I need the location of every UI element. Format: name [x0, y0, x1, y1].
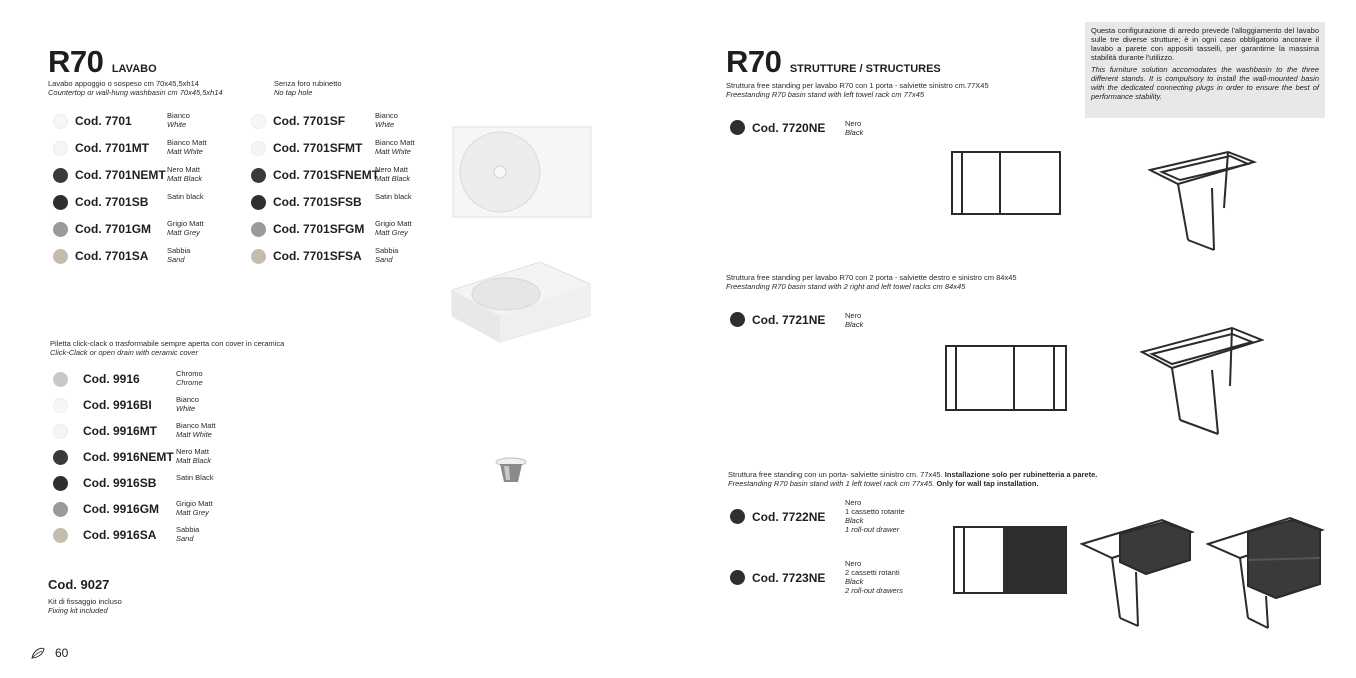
product-code: Cod. 7701GM	[75, 222, 152, 236]
color-name-en: Matt Black	[167, 174, 203, 183]
product-code: Cod. 9916MT	[83, 424, 158, 438]
s3-desc-it: Struttura free standing con un porta- salviette sinistro cm. 77x45.	[728, 470, 943, 479]
basin-top-view-image	[452, 126, 592, 218]
color-name-it: Nero Matt	[167, 165, 200, 174]
product-code: Cod. 9916SA	[83, 528, 157, 542]
color-swatch	[730, 312, 745, 327]
s1-code: Cod. 7720NE	[752, 121, 826, 135]
note-it: Questa configurazione di arredo prevede l'alloggiamento del lavabo sulle tre diverse strutture; è in ogni caso obbligatorio ancorare il lavabo a parete con appositi tasselli, per garantirne la massima stabilità durante l'utilizzo.	[1091, 26, 1319, 62]
product-code: Cod. 7701SFMT	[273, 141, 363, 155]
color-swatch	[53, 476, 68, 491]
product-code: Cod. 9916	[83, 372, 140, 386]
structure1-description	[726, 81, 989, 99]
notap-desc-en: No tap hole	[274, 88, 313, 97]
color-name-it: Bianco	[176, 395, 199, 404]
s3-color-name	[845, 498, 905, 534]
color-swatch	[53, 528, 68, 543]
color-swatch	[53, 249, 68, 264]
product-code: Cod. 9916NEMT	[83, 450, 174, 464]
color-swatch	[53, 398, 68, 413]
color-swatch	[53, 450, 68, 465]
model-title: R70	[48, 44, 104, 79]
color-name-it: Grigio Matt	[375, 219, 412, 228]
color-name-en: Matt Grey	[167, 228, 200, 237]
color-swatch	[251, 114, 266, 129]
color-name	[375, 246, 398, 264]
installation-note-box	[1085, 22, 1325, 118]
basin-description	[48, 79, 223, 97]
s3-code: Cod. 7722NE	[752, 510, 826, 524]
s3-desc-it-bold: Installazione solo per rubinetteria a parete.	[944, 470, 1098, 479]
color-swatch	[53, 114, 68, 129]
color-name-it: Satin Black	[176, 473, 214, 482]
model-title-right: R70	[726, 44, 782, 79]
s4-color-it: Nero	[845, 559, 862, 568]
color-name-it: Nero Matt	[375, 165, 408, 174]
product-code: Cod. 7701SFNEMT	[273, 168, 380, 182]
right-page	[678, 0, 1356, 678]
color-name-it: Satin black	[167, 192, 204, 201]
color-name-it: Grigio Matt	[176, 499, 213, 508]
kit-desc-it: Kit di fissaggio incluso	[48, 597, 122, 606]
drain-image	[494, 456, 528, 486]
color-swatch	[730, 120, 745, 135]
color-swatch	[730, 570, 745, 585]
structure1-perspective-drawing	[1148, 148, 1258, 259]
s1-desc-en: Freestanding R70 basin stand with left towel rack cm 77x45	[726, 90, 925, 99]
s3-color-it: Nero	[845, 498, 862, 507]
product-code: Cod. 7701SFGM	[273, 222, 365, 236]
s2-color-name	[845, 311, 863, 329]
color-name	[176, 421, 216, 439]
color-name-it: Chromo	[176, 369, 203, 378]
drain-description	[50, 339, 284, 357]
color-name	[176, 369, 203, 387]
color-name-it: Bianco	[375, 111, 398, 120]
s1-color-en: Black	[845, 128, 864, 137]
color-swatch	[251, 222, 266, 237]
color-name	[176, 447, 211, 465]
note-en: This furniture solution accomodates the washbasin to the three different stands. It is compulsory to install the wall-mounted basin with the dedicated connecting plugs in order to ensure the best of performance stability.	[1091, 65, 1319, 101]
color-swatch	[53, 502, 68, 517]
notap-description	[274, 79, 342, 97]
color-name	[375, 138, 415, 156]
color-name-it: Bianco	[167, 111, 190, 120]
basin-perspective-image	[448, 258, 594, 344]
structure1-top-drawing	[950, 150, 1062, 223]
s4-color-it2: 2 cassetti rotanti	[845, 568, 900, 577]
color-name-en: Matt Grey	[176, 508, 209, 517]
s2-color-it: Nero	[845, 311, 862, 320]
color-name	[167, 111, 190, 129]
color-name-en: White	[176, 404, 196, 413]
color-name	[176, 473, 214, 482]
color-name-en: Matt White	[167, 147, 203, 156]
product-code: Cod. 7701	[75, 114, 132, 128]
kit-desc-en: Fixing kit included	[48, 606, 108, 615]
s3-desc-en-bold: Only for wall tap installation.	[936, 479, 1039, 488]
color-swatch	[53, 141, 68, 156]
color-swatch	[251, 195, 266, 210]
structure4-perspective-drawing	[1206, 514, 1326, 639]
page-title-right	[726, 46, 941, 77]
product-code: Cod. 9916GM	[83, 502, 160, 516]
color-swatch	[251, 249, 266, 264]
product-code: Cod. 9916BI	[83, 398, 152, 412]
color-name-en: Matt Black	[176, 456, 212, 465]
color-name-en: Sand	[176, 534, 194, 543]
color-name-it: Satin black	[375, 192, 412, 201]
page-number: 60	[55, 646, 69, 660]
s4-color-en: Black	[845, 577, 864, 586]
product-code: Cod. 7701SFSA	[273, 249, 362, 263]
s2-code: Cod. 7721NE	[752, 313, 826, 327]
color-name-en: Matt Grey	[375, 228, 408, 237]
color-name-en: Matt Black	[375, 174, 411, 183]
color-swatch	[53, 424, 68, 439]
product-code: Cod. 7701SB	[75, 195, 149, 209]
color-name-it: Sabbia	[375, 246, 399, 255]
color-swatch	[251, 141, 266, 156]
color-name-en: Matt White	[176, 430, 212, 439]
color-name	[167, 138, 207, 156]
color-name-it: Grigio Matt	[167, 219, 204, 228]
color-name	[167, 219, 204, 237]
notap-desc-it: Senza foro rubinetto	[274, 79, 342, 88]
s3-desc-en: Freestanding R70 basin stand with 1 left towel rack cm 77x45.	[728, 479, 935, 488]
color-name-en: Chrome	[176, 378, 203, 387]
s1-color-name	[845, 119, 863, 137]
color-name-en: Sand	[375, 255, 393, 264]
brand-logo-icon	[30, 645, 46, 666]
structure3-perspective-drawing	[1080, 516, 1196, 637]
color-name	[167, 165, 202, 183]
s1-color-it: Nero	[845, 119, 862, 128]
s1-desc-it: Struttura free standing per lavabo R70 con 1 porta - salviette sinistro cm.77X45	[726, 81, 989, 90]
page-title	[48, 46, 157, 77]
color-name-it: Bianco Matt	[167, 138, 207, 147]
s2-color-en: Black	[845, 320, 864, 329]
color-name	[176, 499, 213, 517]
color-name-en: Sand	[167, 255, 185, 264]
color-swatch	[53, 195, 68, 210]
product-code: Cod. 7701SA	[75, 249, 149, 263]
s2-desc-en: Freestanding R70 basin stand with 2 right and left towel racks cm 84x45	[726, 282, 966, 291]
section-subtitle-right: STRUTTURE / STRUCTURES	[789, 63, 941, 75]
color-name-en: White	[375, 120, 395, 129]
color-name-it: Sabbia	[176, 525, 200, 534]
section-subtitle: LAVABO	[111, 63, 157, 75]
color-name-it: Sabbia	[167, 246, 191, 255]
color-swatch	[53, 168, 68, 183]
color-swatch	[53, 372, 68, 387]
color-swatch	[730, 509, 745, 524]
color-swatch	[251, 168, 266, 183]
color-name	[375, 111, 398, 129]
structure3-description	[728, 470, 1097, 488]
color-name	[375, 192, 412, 201]
product-code: Cod. 7701SFSB	[273, 195, 362, 209]
basin-desc-it: Lavabo appoggio o sospeso cm 70x45,5xh14	[48, 79, 199, 88]
s4-color-en2: 2 roll-out drawers	[845, 586, 903, 595]
structure2-description	[726, 273, 1017, 291]
color-name-it: Bianco Matt	[375, 138, 415, 147]
kit-code: Cod. 9027	[48, 577, 110, 592]
color-name-it: Nero Matt	[176, 447, 209, 456]
color-name	[375, 165, 410, 183]
color-name-en: White	[167, 120, 187, 129]
s4-code: Cod. 7723NE	[752, 571, 826, 585]
basin-desc-en: Countertop or wall-hung washbasin cm 70x45,5xh14	[48, 88, 223, 97]
color-name-it: Bianco Matt	[176, 421, 216, 430]
product-code: Cod. 7701MT	[75, 141, 150, 155]
s3-color-en: Black	[845, 516, 864, 525]
s2-desc-it: Struttura free standing per lavabo R70 con 2 porta - salviette destro e sinistro cm 84x45	[726, 273, 1017, 282]
color-name	[167, 246, 190, 264]
product-code: Cod. 7701SF	[273, 114, 346, 128]
structure3-top-drawing	[952, 525, 1068, 600]
structure2-top-drawing	[944, 344, 1068, 417]
product-code: Cod. 9916SB	[83, 476, 157, 490]
s4-color-name	[845, 559, 903, 595]
s3-color-it2: 1 cassetto rotante	[845, 507, 905, 516]
color-swatch	[53, 222, 68, 237]
color-name-en: Matt White	[375, 147, 411, 156]
color-name	[375, 219, 412, 237]
drain-desc-en: Click-Clack or open drain with ceramic cover	[50, 348, 198, 357]
color-name	[176, 395, 199, 413]
color-name	[176, 525, 199, 543]
kit-description	[48, 597, 122, 615]
product-code: Cod. 7701NEMT	[75, 168, 166, 182]
structure2-perspective-drawing	[1140, 326, 1264, 443]
s3-color-en2: 1 roll-out drawer	[845, 525, 900, 534]
drain-desc-it: Piletta click-clack o trasformabile sempre aperta con cover in ceramica	[50, 339, 285, 348]
color-name	[167, 192, 204, 201]
